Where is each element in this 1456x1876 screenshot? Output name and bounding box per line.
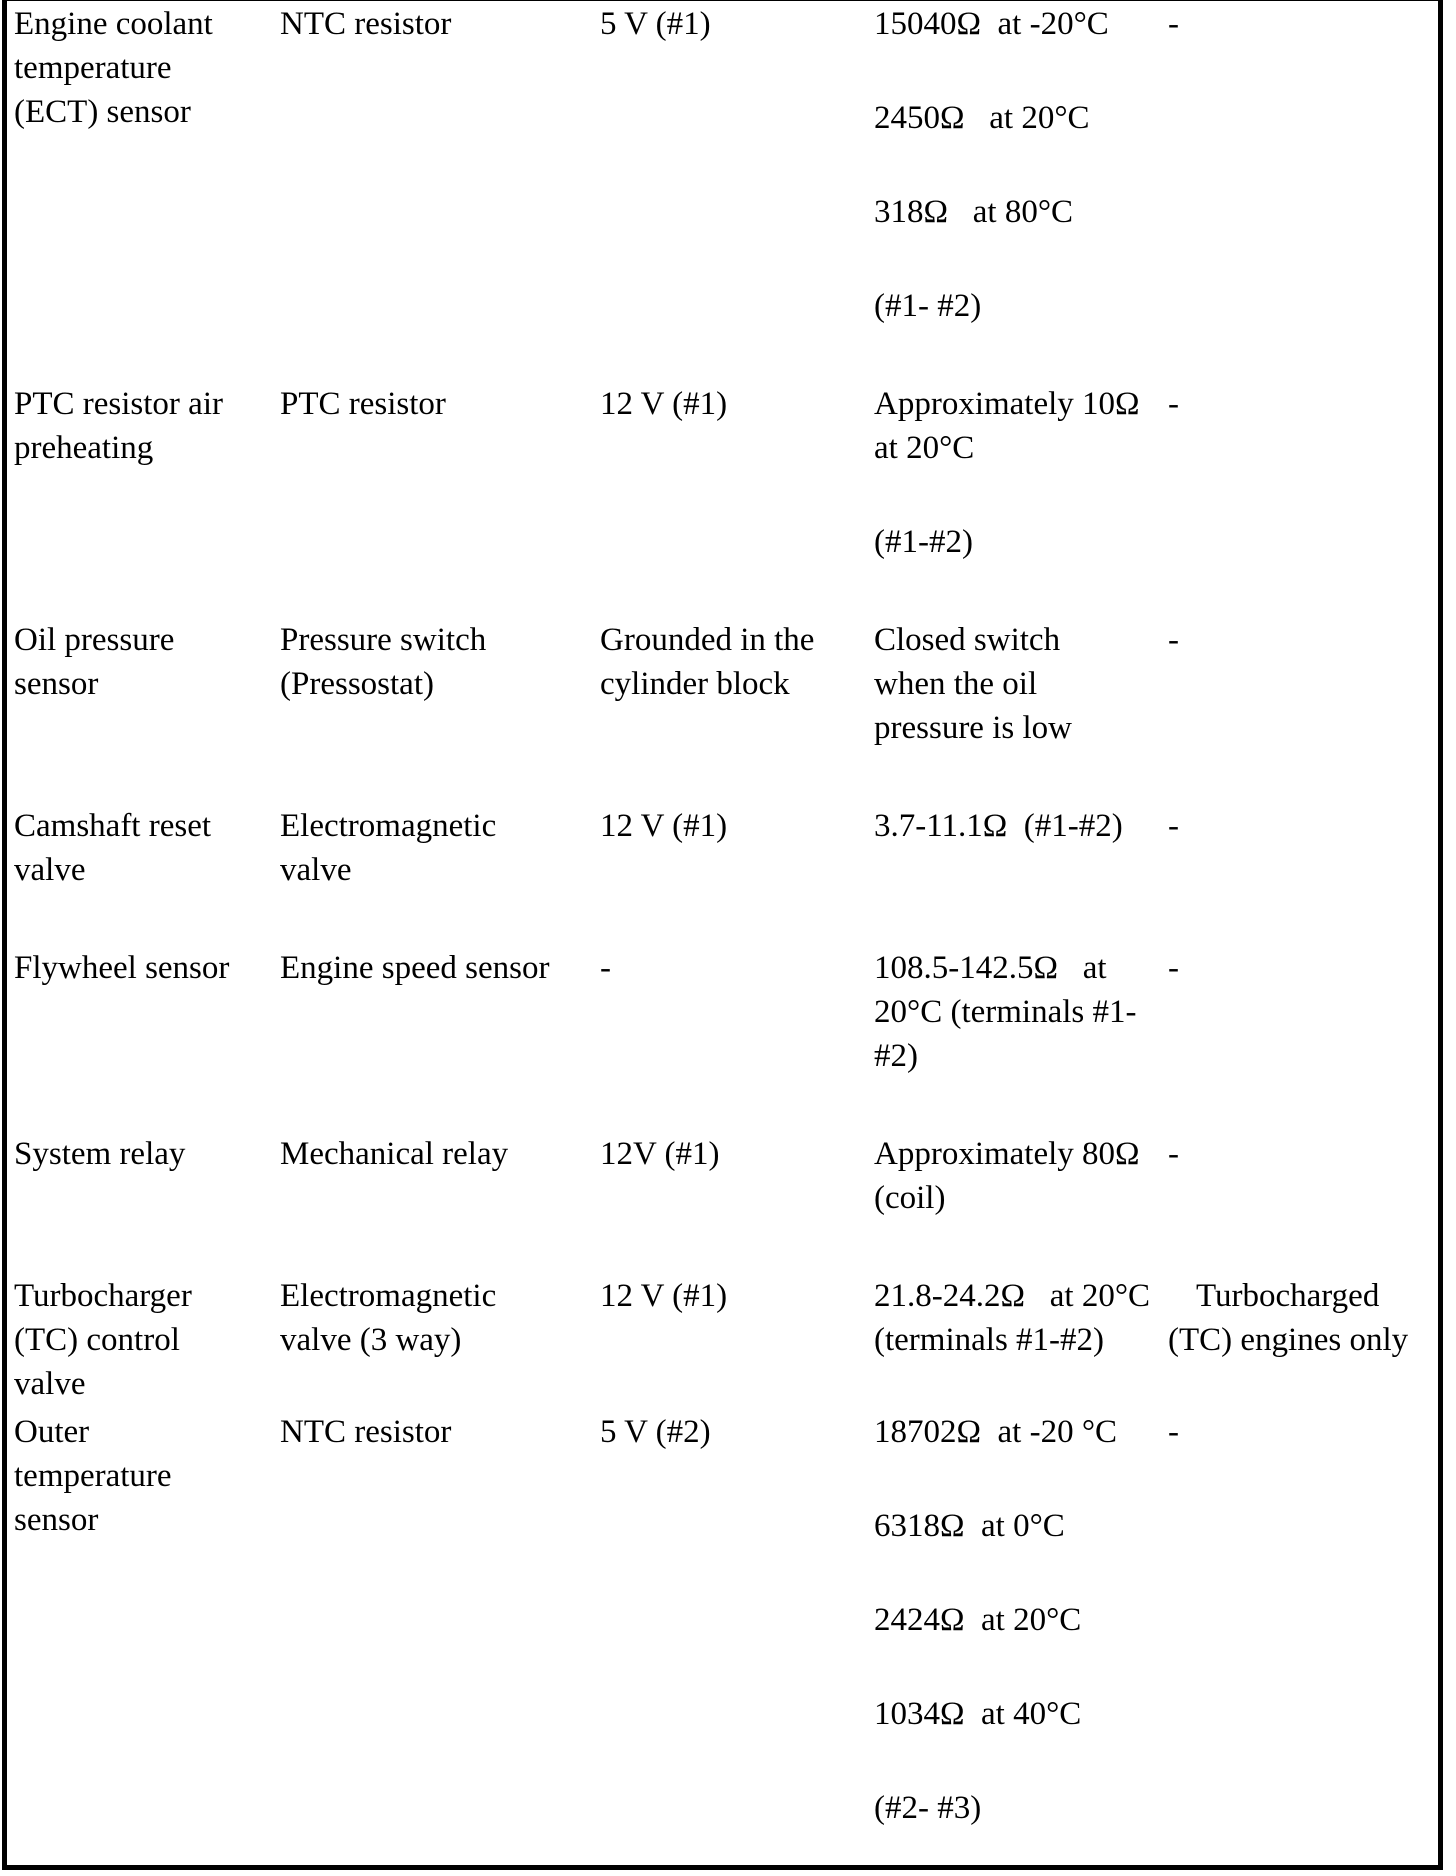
- resistance-value: 108.5-142.5Ω at: [874, 950, 1107, 986]
- note: Turbocharged: [1196, 1278, 1380, 1314]
- supply-voltage: -: [600, 950, 611, 986]
- resistance-value: 1034Ω at 40°C: [874, 1696, 1082, 1732]
- component-name: PTC resistor air: [14, 386, 223, 422]
- note: -: [1168, 1136, 1179, 1172]
- note: -: [1168, 622, 1179, 658]
- component-name: (ECT) sensor: [14, 94, 191, 130]
- resistance-value: (#1-#2): [874, 524, 973, 560]
- component-name: temperature: [14, 1458, 172, 1494]
- component-name: valve: [14, 852, 86, 888]
- component-type: Electromagnetic: [280, 808, 497, 844]
- note: -: [1168, 950, 1179, 986]
- resistance-value: (coil): [874, 1180, 946, 1216]
- resistance-value: (terminals #1-#2): [874, 1322, 1105, 1358]
- component-name: System relay: [14, 1136, 186, 1172]
- component-type: PTC resistor: [280, 386, 446, 422]
- resistance-value: 15040Ω at -20°C: [874, 6, 1109, 42]
- note: -: [1168, 1414, 1179, 1450]
- component-name: Flywheel sensor: [14, 950, 230, 986]
- resistance-value: at 20°C: [874, 430, 975, 466]
- component-name: Camshaft reset: [14, 808, 212, 844]
- resistance-value: 2424Ω at 20°C: [874, 1602, 1082, 1638]
- component-name: valve: [14, 1366, 86, 1402]
- resistance-value: 3.7-11.1Ω (#1-#2): [874, 808, 1123, 844]
- resistance-value: Approximately 80Ω: [874, 1136, 1140, 1172]
- component-name: sensor: [14, 1502, 99, 1538]
- supply-voltage: 12 V (#1): [600, 386, 728, 422]
- component-type: NTC resistor: [280, 1414, 452, 1450]
- note: -: [1168, 6, 1179, 42]
- supply-voltage: 12 V (#1): [600, 808, 728, 844]
- resistance-value: 6318Ω at 0°C: [874, 1508, 1065, 1544]
- resistance-value: when the oil: [874, 666, 1038, 702]
- component-name: (TC) control: [14, 1322, 180, 1358]
- component-name: Engine coolant: [14, 6, 213, 42]
- resistance-value: Approximately 10Ω: [874, 386, 1140, 422]
- note: -: [1168, 386, 1179, 422]
- resistance-value: 20°C (terminals #1-: [874, 994, 1137, 1030]
- component-name: Oil pressure: [14, 622, 175, 658]
- resistance-value: Closed switch: [874, 622, 1061, 658]
- component-type: Mechanical relay: [280, 1136, 509, 1172]
- resistance-value: 2450Ω at 20°C: [874, 100, 1090, 136]
- component-name: Turbocharger: [14, 1278, 192, 1314]
- component-type: (Pressostat): [280, 666, 434, 702]
- supply-voltage: 12 V (#1): [600, 1278, 728, 1314]
- supply-voltage: cylinder block: [600, 666, 790, 702]
- component-type: NTC resistor: [280, 6, 452, 42]
- supply-voltage: 5 V (#2): [600, 1414, 711, 1450]
- component-type: Electromagnetic: [280, 1278, 497, 1314]
- resistance-value: (#2- #3): [874, 1790, 982, 1826]
- resistance-value: 18702Ω at -20 °C: [874, 1414, 1118, 1450]
- note: -: [1168, 808, 1179, 844]
- component-name: temperature: [14, 50, 172, 86]
- resistance-value: 318Ω at 80°C: [874, 194, 1074, 230]
- component-type: Engine speed sensor: [280, 950, 550, 986]
- component-type: valve (3 way): [280, 1322, 462, 1358]
- component-type: Pressure switch: [280, 622, 487, 658]
- component-name: preheating: [14, 430, 154, 466]
- component-name: Outer: [14, 1414, 90, 1450]
- note: (TC) engines only: [1168, 1322, 1409, 1358]
- resistance-value: (#1- #2): [874, 288, 982, 324]
- supply-voltage: Grounded in the: [600, 622, 815, 658]
- table-border: [2, 0, 1443, 1870]
- supply-voltage: 5 V (#1): [600, 6, 711, 42]
- resistance-value: pressure is low: [874, 710, 1072, 746]
- resistance-value: 21.8-24.2Ω at 20°C: [874, 1278, 1151, 1314]
- component-name: sensor: [14, 666, 99, 702]
- supply-voltage: 12V (#1): [600, 1136, 720, 1172]
- resistance-value: #2): [874, 1038, 918, 1074]
- component-type: valve: [280, 852, 352, 888]
